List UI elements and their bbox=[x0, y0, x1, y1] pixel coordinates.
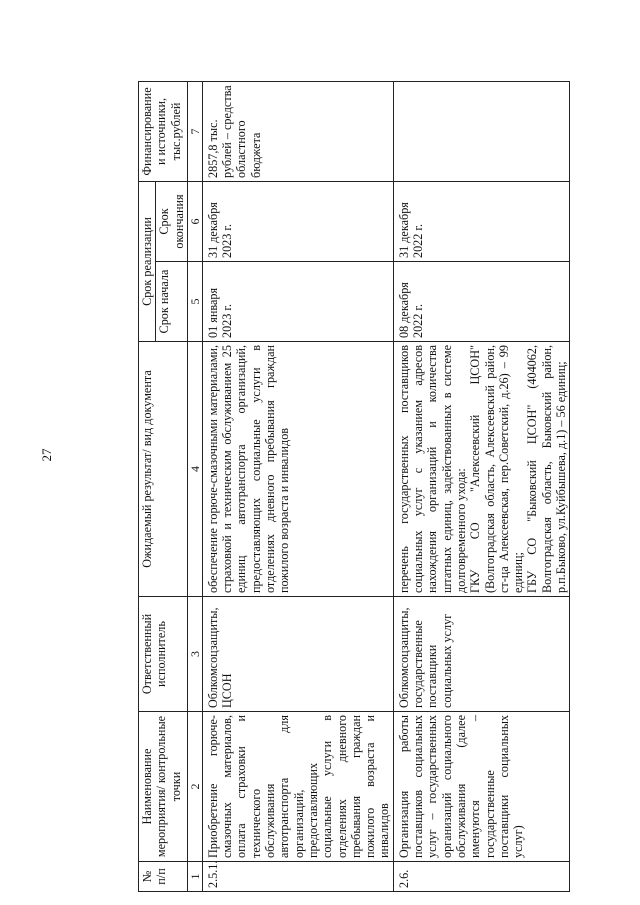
executor: Облкомсоцзащиты, ЦСОН bbox=[202, 597, 393, 712]
rotated-page-content bbox=[138, 82, 628, 892]
table-row bbox=[202, 81, 393, 891]
header-executor: Ответственный исполнитель bbox=[139, 597, 188, 712]
start-date: 08 декабря 2022 г. bbox=[393, 262, 570, 342]
expected-result-line: перечень государственных поставщиков социальных услуг с указанием адресов нахождения организаций и количества штатных единиц, задействованных в системе долговременного ухода: bbox=[396, 345, 468, 593]
activity-name: Организация работы поставщиков социальных услуг – государственных организаций социального обслуживания (далее именуются – государственные поставщики социальных услуг) bbox=[393, 712, 570, 862]
column-number: 1 bbox=[187, 862, 202, 892]
header-start-date: Срок начала bbox=[156, 262, 188, 342]
header-end-date: Срок окончания bbox=[156, 181, 188, 261]
header-financing: Финансирование и источники, тыс.рублей bbox=[139, 81, 188, 181]
page-number: 27 bbox=[39, 448, 54, 462]
column-number: 4 bbox=[187, 342, 202, 597]
expected-result-line: ГБУ СО "Быковский ЦСОН" (404062, Волгоградская область, Быковский район, р.п.Быково, ул.Куйбышева, д.1) – 56 единиц; bbox=[525, 345, 569, 593]
end-date: 31 декабря 2022 г. bbox=[393, 181, 570, 261]
table-row bbox=[393, 81, 570, 891]
header-implementation-period: Срок реализации bbox=[139, 181, 156, 341]
column-number-row bbox=[187, 81, 202, 891]
row-number: 2.6. bbox=[393, 862, 570, 892]
header-expected-result: Ожидаемый результат/ вид документа bbox=[139, 342, 188, 597]
expected-result-line: ГКУ СО "Алексеевский ЦСОН" (Волгоградская область, Алексеевский район, ст-ца Алексеевская, пер.Советский, д.26) – 99 единиц; bbox=[468, 345, 526, 593]
row-number: 2.5.1. bbox=[202, 862, 393, 892]
header-activity-name: Наименование мероприятия/ контрольные точки bbox=[139, 712, 188, 862]
header-number: № п/п bbox=[139, 862, 188, 892]
financing bbox=[393, 81, 570, 181]
column-number: 5 bbox=[187, 262, 202, 342]
column-number: 7 bbox=[187, 81, 202, 181]
executor: Облкомсоцзащиты, государственные поставщики социальных услуг bbox=[393, 597, 570, 712]
expected-result bbox=[393, 342, 570, 597]
activity-name: Приобретение горюче-смазочных материалов, оплата страховки и технического обслуживания автотранспорта для организаций, предоставляющих социальные услуги в отделениях дневного пребывания граждан пожилого возраста и инвалидов bbox=[202, 712, 393, 862]
column-number: 3 bbox=[187, 597, 202, 712]
header-row-1 bbox=[139, 81, 156, 891]
column-number: 2 bbox=[187, 712, 202, 862]
column-number: 6 bbox=[187, 181, 202, 261]
expected-result: обеспечение горюче-смазочными материалами, страховкой и техническим обслуживанием 25 единиц автотранспорта организаций, предоставляющих социальные услуги в отделениях дневного пребывания граждан пожилого возраста и инвалидов bbox=[202, 342, 393, 597]
end-date: 31 декабря 2023 г. bbox=[202, 181, 393, 261]
plan-table bbox=[138, 81, 570, 892]
financing: 2857,8 тыс. рублей – средства областного бюджета bbox=[202, 81, 393, 181]
start-date: 01 января 2023 г. bbox=[202, 262, 393, 342]
